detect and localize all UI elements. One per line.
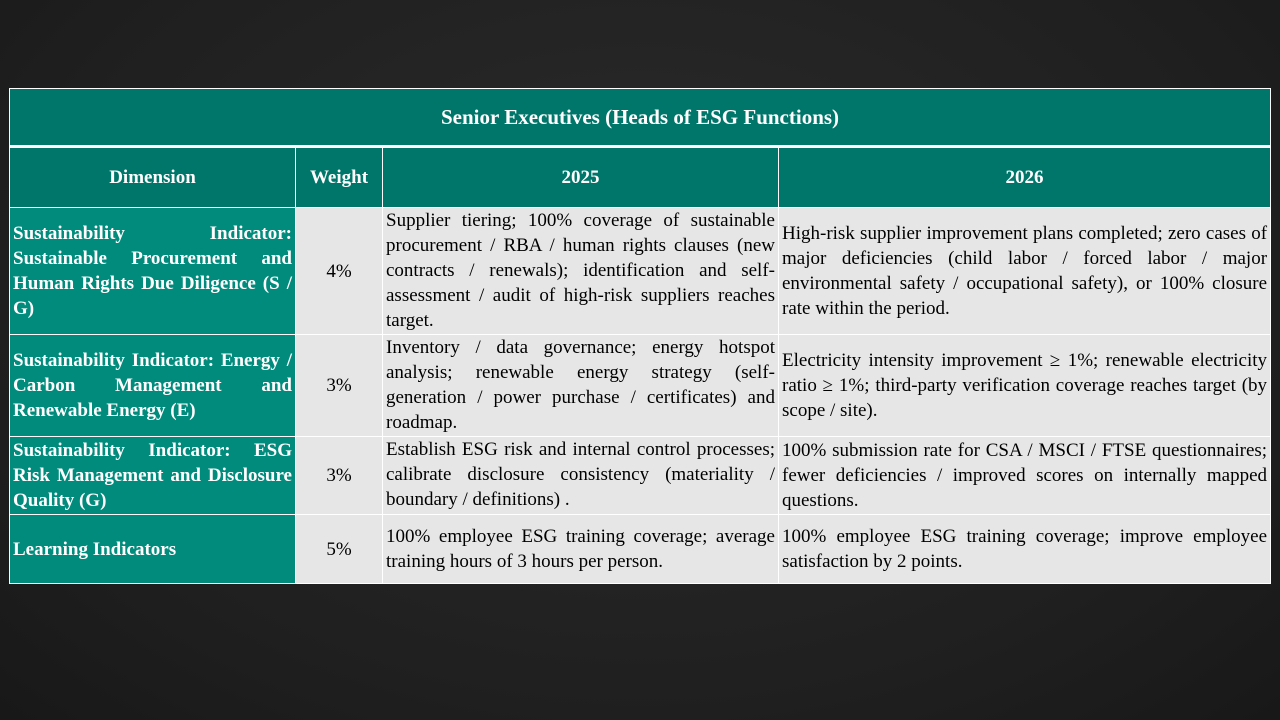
header-weight: Weight — [296, 147, 383, 208]
target-2026-cell: 100% submission rate for CSA / MSCI / FTSE questionnaires; fewer deficiencies / improved scores on internally mapped questions. — [779, 437, 1271, 515]
target-2026-cell: 100% employee ESG training coverage; improve employee satisfaction by 2 points. — [779, 515, 1271, 584]
dimension-cell: Sustainability Indicator: ESG Risk Management and Disclosure Quality (G) — [10, 437, 296, 515]
target-2025-cell: Supplier tiering; 100% coverage of sustainable procurement / RBA / human rights clauses (new contracts / renewals); identification and self-assessment / audit of high-risk suppliers reaches target. — [383, 208, 779, 335]
target-2025-cell: Establish ESG risk and internal control processes; calibrate disclosure consistency (materiality / boundary / definitions) . — [383, 437, 779, 515]
table-row — [10, 515, 1271, 584]
dimension-cell: Sustainability Indicator: Sustainable Procurement and Human Rights Due Diligence (S / G) — [10, 208, 296, 335]
target-2026-cell: Electricity intensity improvement ≥ 1%; renewable electricity ratio ≥ 1%; third-party verification coverage reaches target (by scope / site). — [779, 335, 1271, 437]
target-2026-cell: High-risk supplier improvement plans completed; zero cases of major deficiencies (child labor / forced labor / major environmental safety / occupational safety), or 100% closure rate within the period. — [779, 208, 1271, 335]
weight-cell: 3% — [296, 335, 383, 437]
esg-kpi-table — [9, 88, 1271, 584]
header-2025: 2025 — [383, 147, 779, 208]
table-row — [10, 335, 1271, 437]
table-title-row — [10, 89, 1271, 147]
header-dimension: Dimension — [10, 147, 296, 208]
table-row — [10, 437, 1271, 515]
target-2025-cell: Inventory / data governance; energy hotspot analysis; renewable energy strategy (self-generation / power purchase / certificates) and roadmap. — [383, 335, 779, 437]
weight-cell: 4% — [296, 208, 383, 335]
weight-cell: 3% — [296, 437, 383, 515]
table-header-row — [10, 147, 1271, 208]
header-2026: 2026 — [779, 147, 1271, 208]
table-title: Senior Executives (Heads of ESG Functions) — [10, 89, 1271, 147]
dimension-cell: Learning Indicators — [10, 515, 296, 584]
weight-cell: 5% — [296, 515, 383, 584]
dimension-cell: Sustainability Indicator: Energy / Carbon Management and Renewable Energy (E) — [10, 335, 296, 437]
table-row — [10, 208, 1271, 335]
target-2025-cell: 100% employee ESG training coverage; average training hours of 3 hours per person. — [383, 515, 779, 584]
